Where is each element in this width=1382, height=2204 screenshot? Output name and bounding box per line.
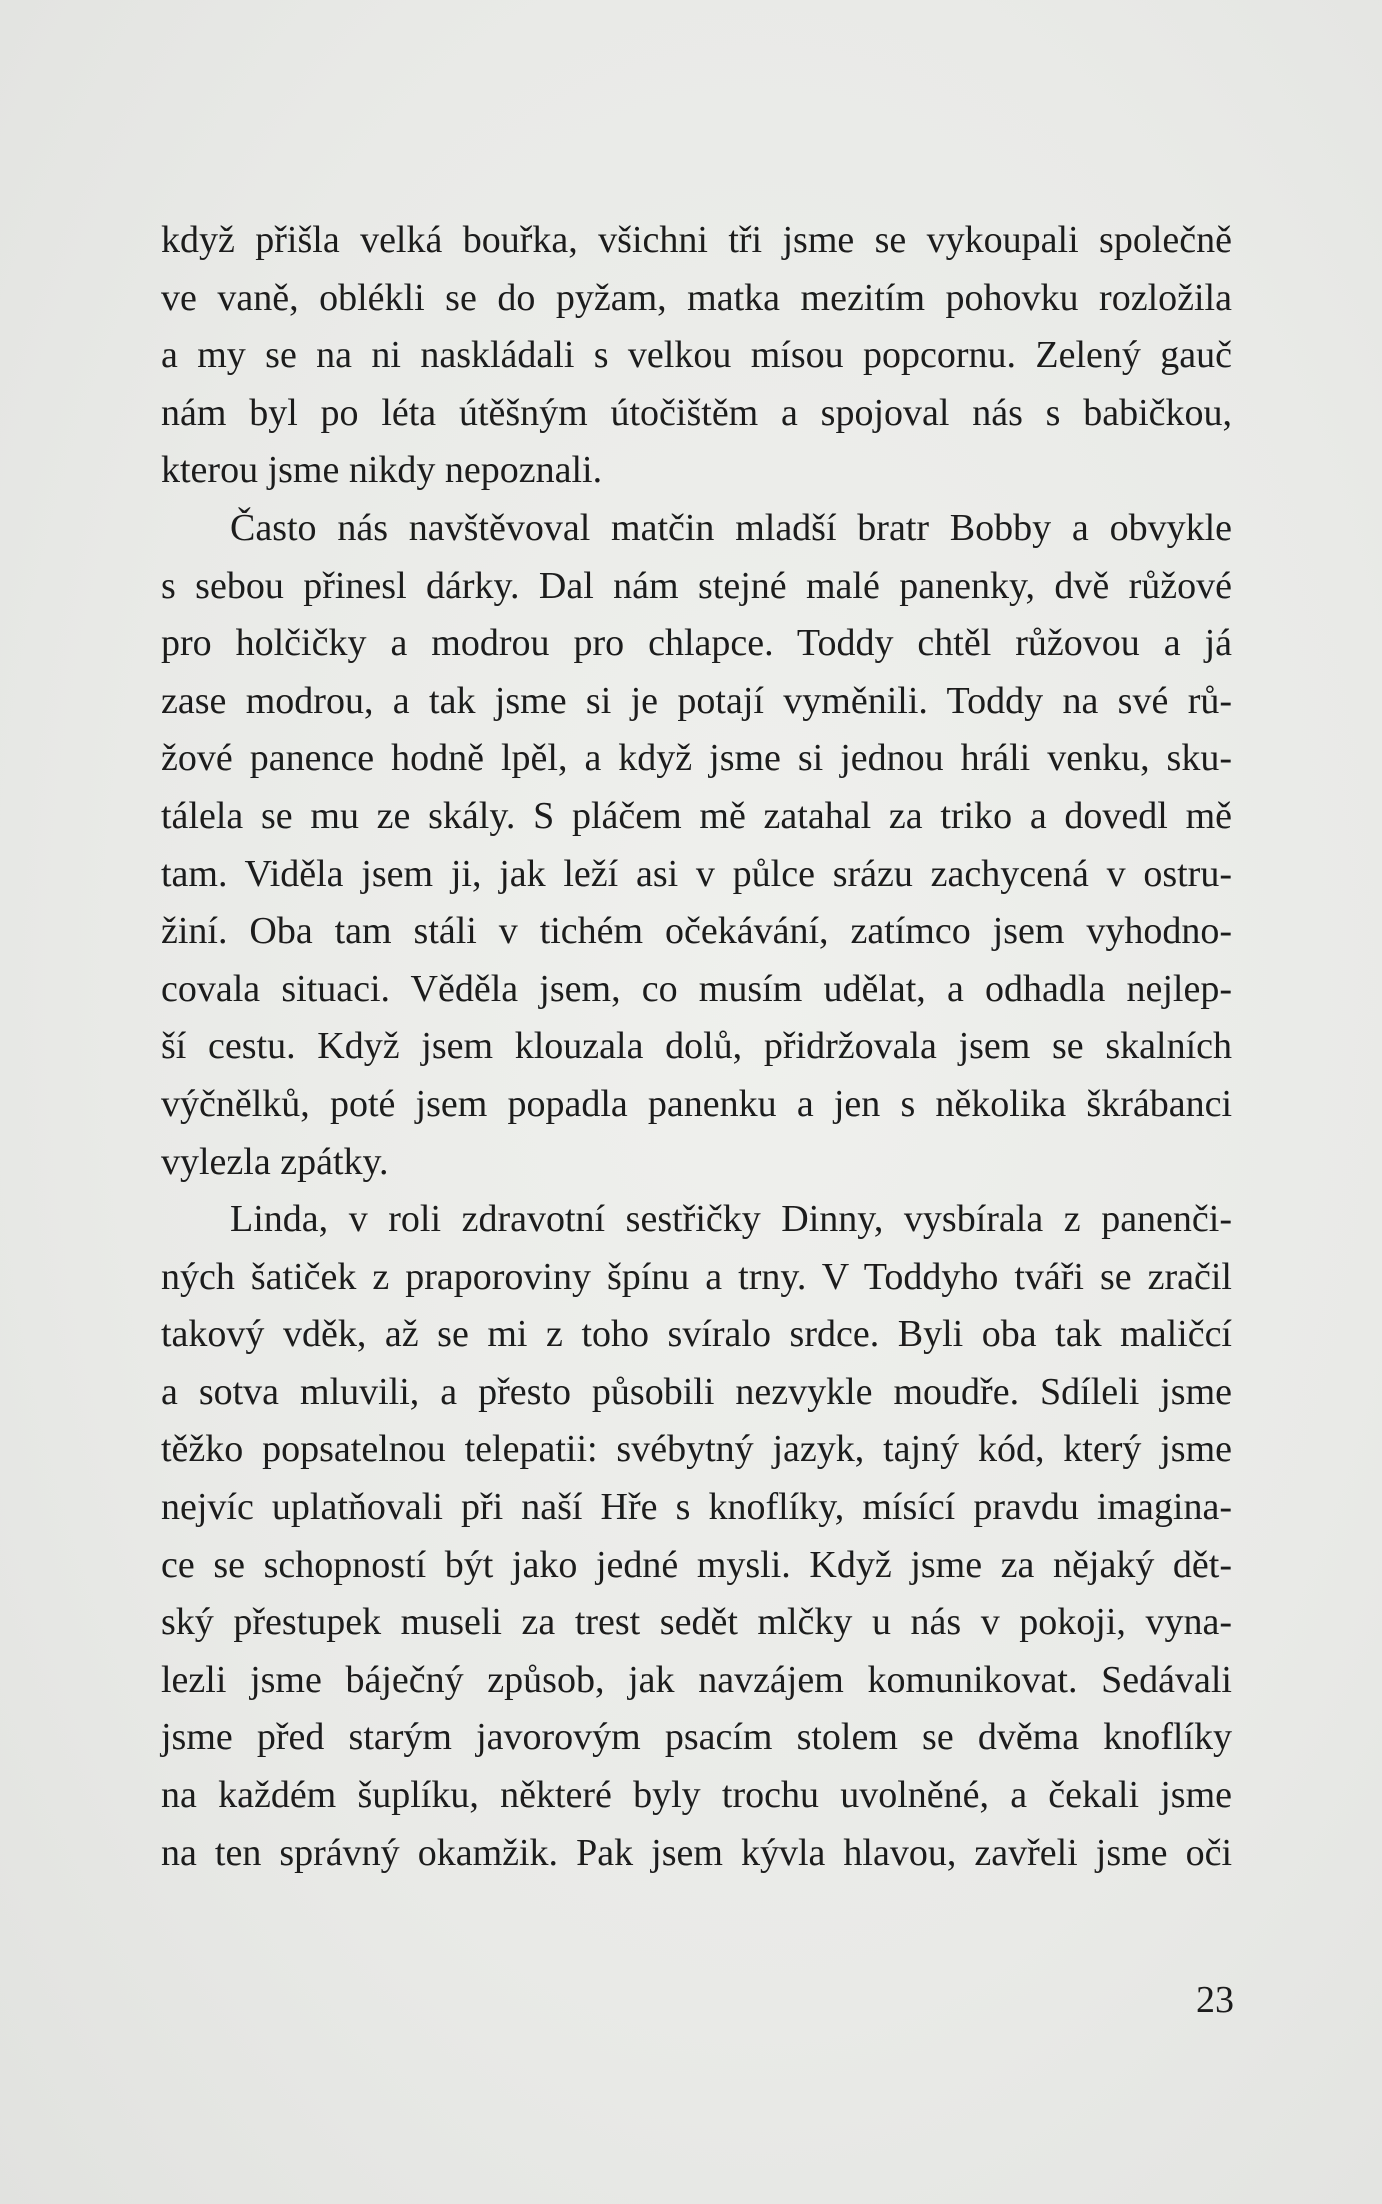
text-line: nám byl po léta útěšným útočištěm a spojoval nás s babičkou, bbox=[161, 391, 1232, 434]
text-line: vylezla zpátky. bbox=[161, 1140, 389, 1183]
text-line: ných šatiček z praporoviny špínu a trny. V Toddyho tváři se zračil bbox=[161, 1255, 1232, 1298]
text-line: ský přestupek museli za trest sedět mlčky u nás v pokoji, vyna- bbox=[161, 1601, 1232, 1644]
text-line: tam. Viděla jsem ji, jak leží asi v půlce srázu zachycená v ostru- bbox=[161, 852, 1232, 895]
text-line: žiní. Oba tam stáli v tichém očekávání, zatímco jsem vyhodno- bbox=[161, 910, 1232, 953]
text-line: a sotva mluvili, a přesto působili nezvykle moudře. Sdíleli jsme bbox=[161, 1370, 1232, 1413]
text-line: Často nás navštěvoval matčin mladší bratr Bobby a obvykle bbox=[230, 506, 1232, 549]
text-line: žové panence hodně lpěl, a když jsme si jednou hráli venku, sku- bbox=[161, 737, 1232, 780]
text-line: pro holčičky a modrou pro chlapce. Toddy chtěl růžovou a já bbox=[161, 622, 1232, 665]
text-line: těžko popsatelnou telepatii: svébytný jazyk, tajný kód, který jsme bbox=[161, 1428, 1232, 1471]
text-line: lezli jsme báječný způsob, jak navzájem komunikovat. Sedávali bbox=[161, 1658, 1232, 1701]
text-line: ve vaně, oblékli se do pyžam, matka mezitím pohovku rozložila bbox=[161, 276, 1232, 319]
text-line: ce se schopností být jako jedné mysli. Když jsme za nějaký dět- bbox=[161, 1543, 1232, 1586]
body-text bbox=[161, 212, 1232, 1882]
page-number: 23 bbox=[1196, 1979, 1234, 2021]
text-line: tálela se mu ze skály. S pláčem mě zatahal za triko a dovedl mě bbox=[161, 794, 1232, 837]
text-line: kterou jsme nikdy nepoznali. bbox=[161, 449, 603, 492]
text-line: jsme před starým javorovým psacím stolem se dvěma knoflíky bbox=[161, 1716, 1232, 1759]
text-line: s sebou přinesl dárky. Dal nám stejné malé panenky, dvě růžové bbox=[161, 564, 1232, 607]
text-line: Linda, v roli zdravotní sestřičky Dinny, vysbírala z panenči- bbox=[230, 1198, 1232, 1241]
text-line: výčnělků, poté jsem popadla panenku a jen s několika škrábanci bbox=[161, 1082, 1232, 1125]
text-line: nejvíc uplatňovali při naší Hře s knoflíky, mísící pravdu imagina- bbox=[161, 1486, 1232, 1529]
text-line: a my se na ni naskládali s velkou mísou popcornu. Zelený gauč bbox=[161, 334, 1232, 377]
text-line: na ten správný okamžik. Pak jsem kývla hlavou, zavřeli jsme oči bbox=[161, 1831, 1232, 1874]
text-line: covala situaci. Věděla jsem, co musím udělat, a odhadla nejlep- bbox=[161, 967, 1232, 1010]
text-line: na každém šuplíku, některé byly trochu uvolněné, a čekali jsme bbox=[161, 1774, 1232, 1817]
text-line: když přišla velká bouřka, všichni tři jsme se vykoupali společně bbox=[161, 219, 1232, 261]
text-line: zase modrou, a tak jsme si je potají vyměnili. Toddy na své rů- bbox=[161, 679, 1232, 722]
text-line: takový vděk, až se mi z toho svíralo srdce. Byli oba tak maličcí bbox=[161, 1313, 1232, 1356]
text-line: ší cestu. Když jsem klouzala dolů, přidržovala jsem se skalních bbox=[161, 1025, 1232, 1068]
